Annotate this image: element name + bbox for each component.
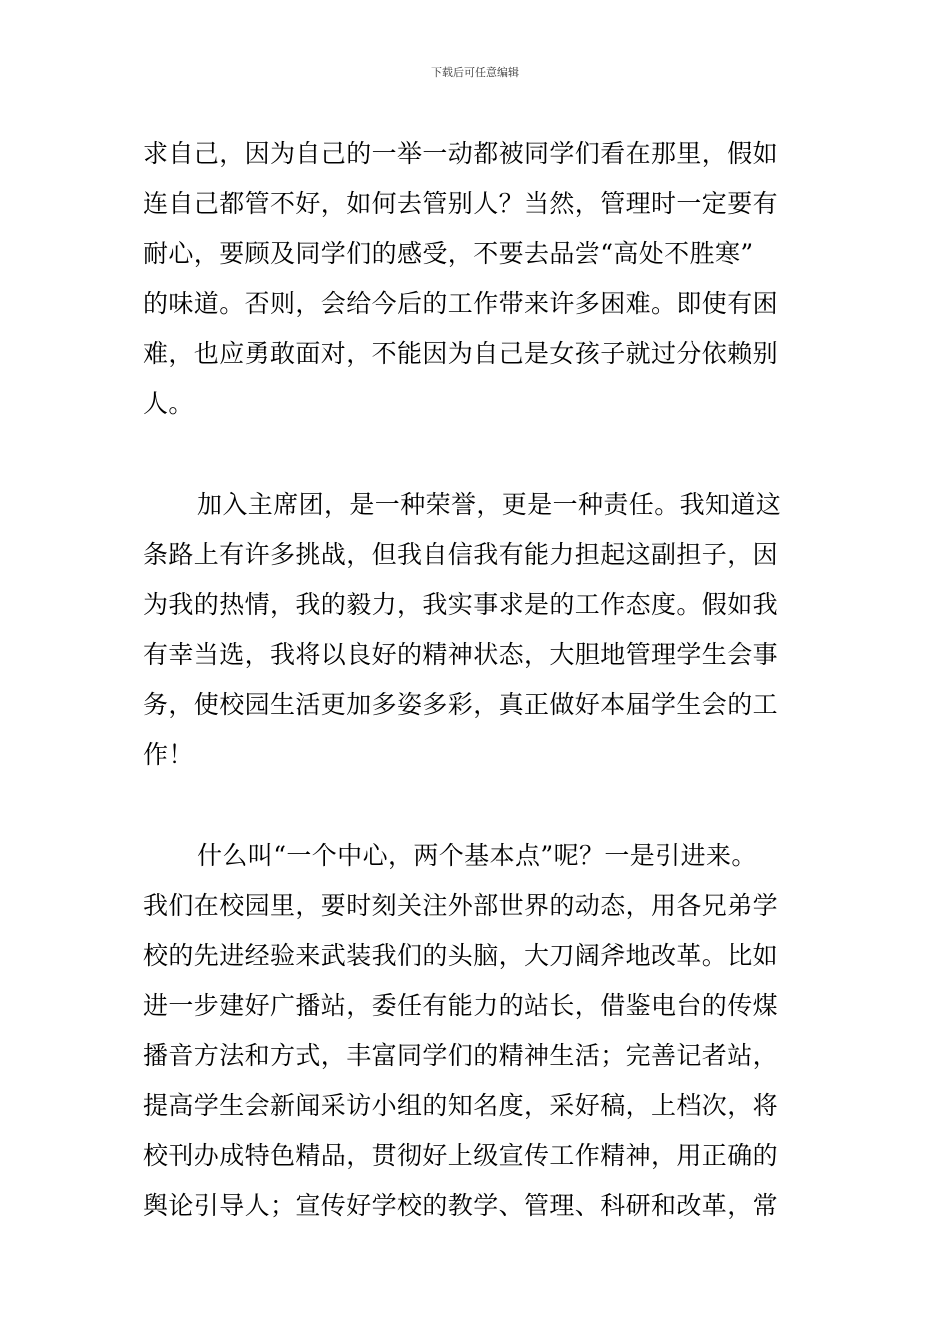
- paragraph-line: 为我的热情，我的毅力，我实事求是的工作态度。假如我: [143, 590, 779, 619]
- document-body: [143, 129, 809, 1231]
- paragraph-line: 耐心，要顾及同学们的感受，不要去品尝“高处不胜寒”: [143, 239, 754, 268]
- paragraph-3: [143, 831, 809, 1231]
- paragraph-line: 校的先进经验来武装我们的头脑，大刀阔斧地改革。比如: [143, 941, 779, 970]
- paragraph-line: 舆论引导人；宣传好学校的教学、管理、科研和改革，常: [143, 1191, 779, 1220]
- paragraph-line: 连自己都管不好，如何去管别人？当然，管理时一定要有: [143, 189, 779, 218]
- paragraph-line: 有幸当选，我将以良好的精神状态，大胆地管理学生会事: [143, 640, 779, 669]
- paragraph-line: 播音方法和方式，丰富同学们的精神生活；完善记者站，: [143, 1041, 779, 1070]
- paragraph-spacer: [143, 780, 809, 831]
- paragraph-line: 加入主席团，是一种荣誉，更是一种责任。我知道这: [197, 490, 782, 519]
- paragraph-spacer: [143, 429, 809, 480]
- paragraph-line: 务，使校园生活更加多姿多彩，真正做好本届学生会的工: [143, 690, 779, 719]
- paragraph-line: 进一步建好广播站，委任有能力的站长，借鉴电台的传煤: [143, 991, 779, 1020]
- paragraph-line: 难，也应勇敢面对，不能因为自己是女孩子就过分依赖别: [143, 339, 779, 368]
- paragraph-1: [143, 129, 809, 429]
- paragraph-line: 校刊办成特色精品，贯彻好上级宣传工作精神，用正确的: [143, 1141, 779, 1170]
- paragraph-line: 求自己，因为自己的一举一动都被同学们看在那里，假如: [143, 139, 779, 168]
- paragraph-line: 什么叫“一个中心，两个基本点”呢？一是引进来。: [197, 841, 757, 870]
- paragraph-line: 作！: [143, 740, 194, 769]
- page-header-note: 下载后可任意编辑: [431, 66, 519, 79]
- paragraph-line: 提高学生会新闻采访小组的知名度，采好稿，上档次，将: [143, 1091, 779, 1120]
- paragraph-2: [143, 480, 809, 780]
- paragraph-line: 人。: [143, 389, 194, 418]
- paragraph-line: 我们在校园里，要时刻关注外部世界的动态，用各兄弟学: [143, 891, 779, 920]
- paragraph-line: 的味道。否则，会给今后的工作带来许多困难。即使有困: [143, 289, 779, 318]
- paragraph-line: 条路上有许多挑战，但我自信我有能力担起这副担子，因: [143, 540, 779, 569]
